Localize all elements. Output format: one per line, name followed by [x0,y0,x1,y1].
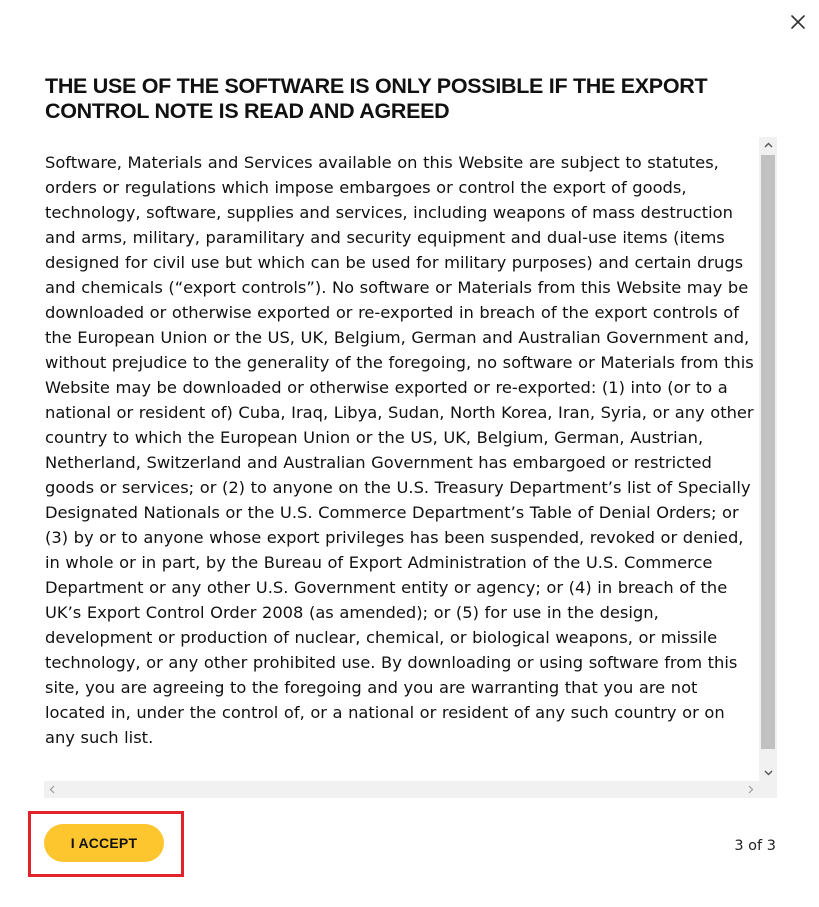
chevron-left-icon [49,785,55,794]
export-control-text-area[interactable] [44,137,777,798]
scrollbar-corner [759,781,777,798]
scroll-left-button[interactable] [44,781,60,798]
dialog-title: THE USE OF THE SOFTWARE IS ONLY POSSIBLE IF THE EXPORT CONTROL NOTE IS READ AND AGREED [45,74,708,123]
accept-button[interactable]: I ACCEPT [44,824,164,862]
chevron-down-icon [764,770,773,776]
chevron-right-icon [748,785,754,794]
vertical-scrollbar-thumb[interactable] [761,155,775,749]
horizontal-scrollbar[interactable] [44,781,759,798]
close-button[interactable] [786,10,810,34]
chevron-up-icon [764,142,773,148]
scroll-down-button[interactable] [759,765,777,781]
scroll-up-button[interactable] [759,137,777,153]
page-indicator: 3 of 3 [734,838,776,854]
close-icon [790,14,806,30]
vertical-scrollbar[interactable] [759,137,777,781]
export-control-note-text: Software, Materials and Services available on this Website are subject to statutes, orders or regulations which impose embargoes or control the export of goods, technology, software, supplies and services, including weapons of mass destruction and arms, military, paramilitary and security equipment and dual-use items (items designed for civil use but which can be used for military purposes) and certain drugs and chemicals (“export controls”). No software or Materials from this Website may be downloaded or otherwise exported or re-exported in breach of the export controls of the European Union or the US, UK, Belgium, German and Australian Government and, without prejudice to the generality of the foregoing, no software or Materials from this Website may be downloaded or otherwise exported or re-exported: (1) into (or to a national or resident of) Cuba, Iraq, Libya, Sudan, North Korea, Iran, Syria, or any other country to which the European Union or the US, UK, Belgium, German, Austrian, Netherland, Switzerland and Australian Government has embargoed or restricted goods or services; or (2) to anyone on the U.S. Treasury Department’s list of Specially Designated Nationals or the U.S. Commerce Department’s Table of Denial Orders; or (3) by or to anyone whose export privileges has been suspended, revoked or denied, in whole or in part, by the Bureau of Export Administration of the U.S. Commerce Department or any other U.S. Government entity or agency; or (4) in breach of the UK’s Export Control Order 2008 (as amended); or (5) for use in the design, development or production of nuclear, chemical, or biological weapons, or missile technology, or any other prohibited use. By downloading or using software from this site, you are agreeing to the foregoing and you are warranting that you are not located in, under the control of, or a national or resident of any such country or on any such list. [45,153,754,747]
scroll-right-button[interactable] [743,781,759,798]
